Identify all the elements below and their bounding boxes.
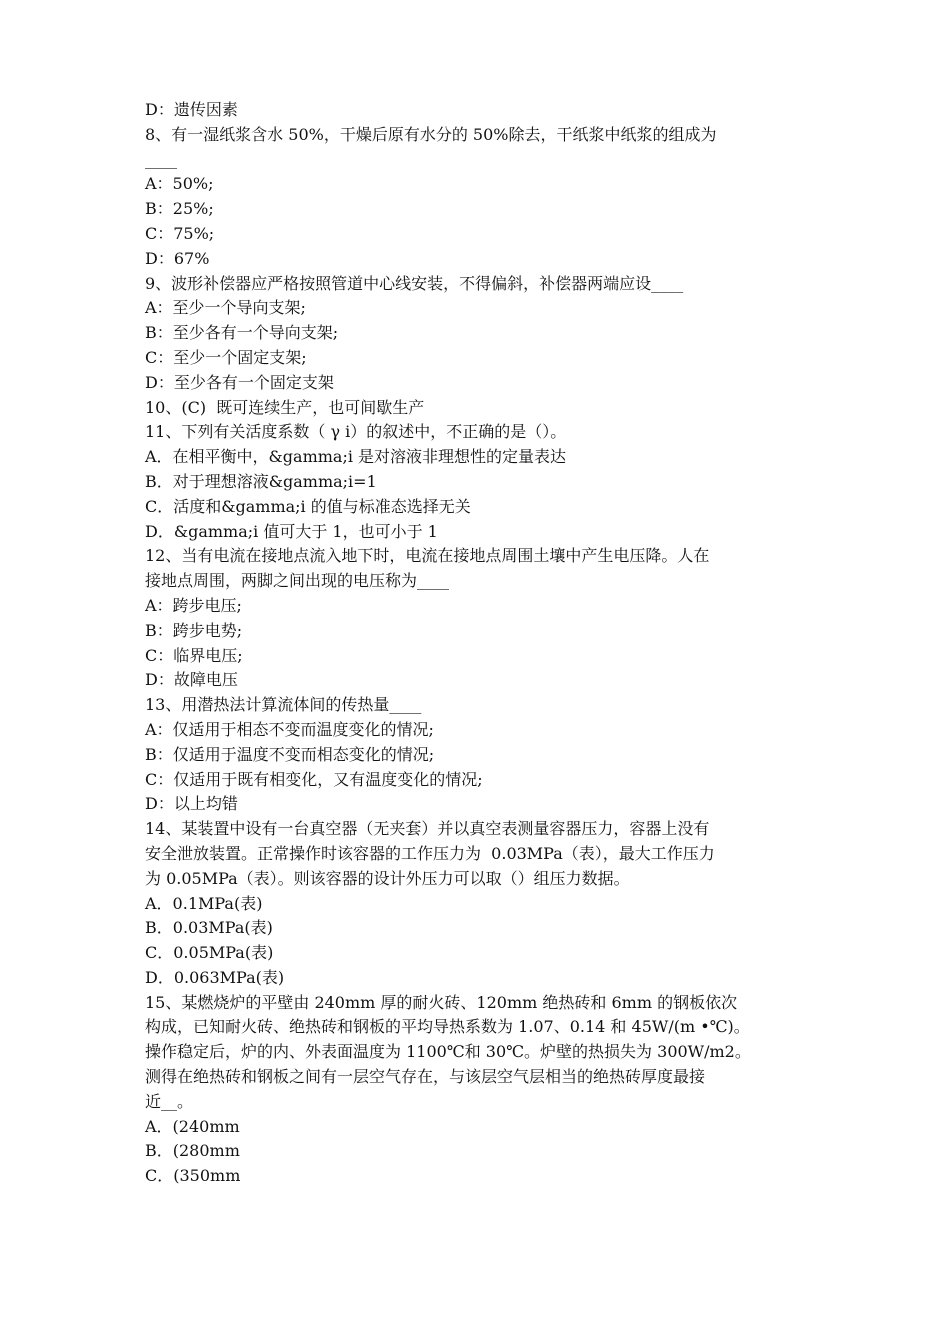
- text-line: A．0.1MPa(表): [145, 893, 263, 913]
- text-line: D：67%: [145, 248, 210, 268]
- text-line: D：以上均错: [145, 794, 238, 814]
- text-line: C：仅适用于既有相变化，又有温度变化的情况;: [145, 769, 483, 789]
- text-line: D．0.063MPa(表): [145, 967, 285, 987]
- text-line: A：跨步电压;: [145, 595, 242, 615]
- text-line: 8、有一湿纸浆含水 50%，干燥后原有水分的 50%除去，干纸浆中纸浆的组成为: [145, 124, 717, 144]
- text-line: B．对于理想溶液&gamma;i=1: [145, 471, 377, 491]
- text-line: ____: [145, 149, 177, 169]
- text-line: D．&gamma;i 值可大于 1，也可小于 1: [145, 521, 438, 541]
- text-line: 接地点周围，两脚之间出现的电压称为____: [145, 571, 450, 591]
- text-line: 近__。: [145, 1091, 194, 1111]
- text-line: 构成，已知耐火砖、绝热砖和钢板的平均导热系数为 1.07、0.14 和 45W/(m •℃)。: [145, 1017, 750, 1037]
- text-line: C：临界电压;: [145, 645, 243, 665]
- text-line: C．(350mm: [145, 1166, 241, 1186]
- text-line: B：跨步电势;: [145, 620, 243, 640]
- text-line: 9、波形补偿器应严格按照管道中心线安装，不得偏斜，补偿器两端应设____: [145, 273, 684, 293]
- text-line: C．活度和&gamma;i 的值与标准态选择无关: [145, 496, 471, 516]
- text-line: C．0.05MPa(表): [145, 943, 274, 963]
- text-line: B：至少各有一个导向支架;: [145, 323, 339, 343]
- text-line: 13、用潜热法计算流体间的传热量____: [145, 695, 422, 715]
- text-line: D：遗传因素: [145, 100, 238, 119]
- text-line: D：至少各有一个固定支架: [145, 372, 334, 392]
- text-line: A：50%;: [145, 174, 214, 194]
- text-line: 安全泄放装置。正常操作时该容器的工作压力为 0.03MPa（表），最大工作压力: [145, 843, 715, 863]
- text-line: B：25%;: [145, 199, 214, 219]
- text-line: B．0.03MPa(表): [145, 918, 273, 938]
- text-line: 15、某燃烧炉的平壁由 240mm 厚的耐火砖、120mm 绝热砖和 6mm 的钢板依次: [145, 992, 738, 1012]
- text-line: B．(280mm: [145, 1141, 240, 1161]
- text-line: 10、(C) 既可连续生产，也可间歇生产: [145, 397, 425, 417]
- text-line: B：仅适用于温度不变而相态变化的情况;: [145, 744, 435, 764]
- text-line: C：至少一个固定支架;: [145, 347, 307, 367]
- text-line: A．在相平衡中，&gamma;i 是对溶液非理想性的定量表达: [145, 447, 567, 467]
- text-line: A：至少一个导向支架;: [145, 298, 306, 318]
- text-line: 操作稳定后，炉的内、外表面温度为 1100℃和 30℃。炉壁的热损失为 300W/m2。: [145, 1042, 751, 1062]
- text-line: A．(240mm: [145, 1116, 240, 1136]
- text-line: D：故障电压: [145, 670, 238, 690]
- text-line: 12、当有电流在接地点流入地下时，电流在接地点周围土壤中产生电压降。人在: [145, 546, 710, 566]
- text-line: 14、某装置中设有一台真空器（无夹套）并以真空表测量容器压力，容器上没有: [145, 819, 710, 839]
- document-body: [145, 98, 817, 1189]
- text-line: 11、下列有关活度系数（ γ i）的叙述中，不正确的是（）。: [145, 422, 567, 442]
- text-line: A：仅适用于相态不变而温度变化的情况;: [145, 719, 434, 739]
- text-line: C：75%;: [145, 223, 215, 243]
- text-line: 为 0.05MPa（表）。则该容器的设计外压力可以取（）组压力数据。: [145, 868, 630, 888]
- text-line: 测得在绝热砖和钢板之间有一层空气存在，与该层空气层相当的绝热砖厚度最接: [145, 1067, 706, 1087]
